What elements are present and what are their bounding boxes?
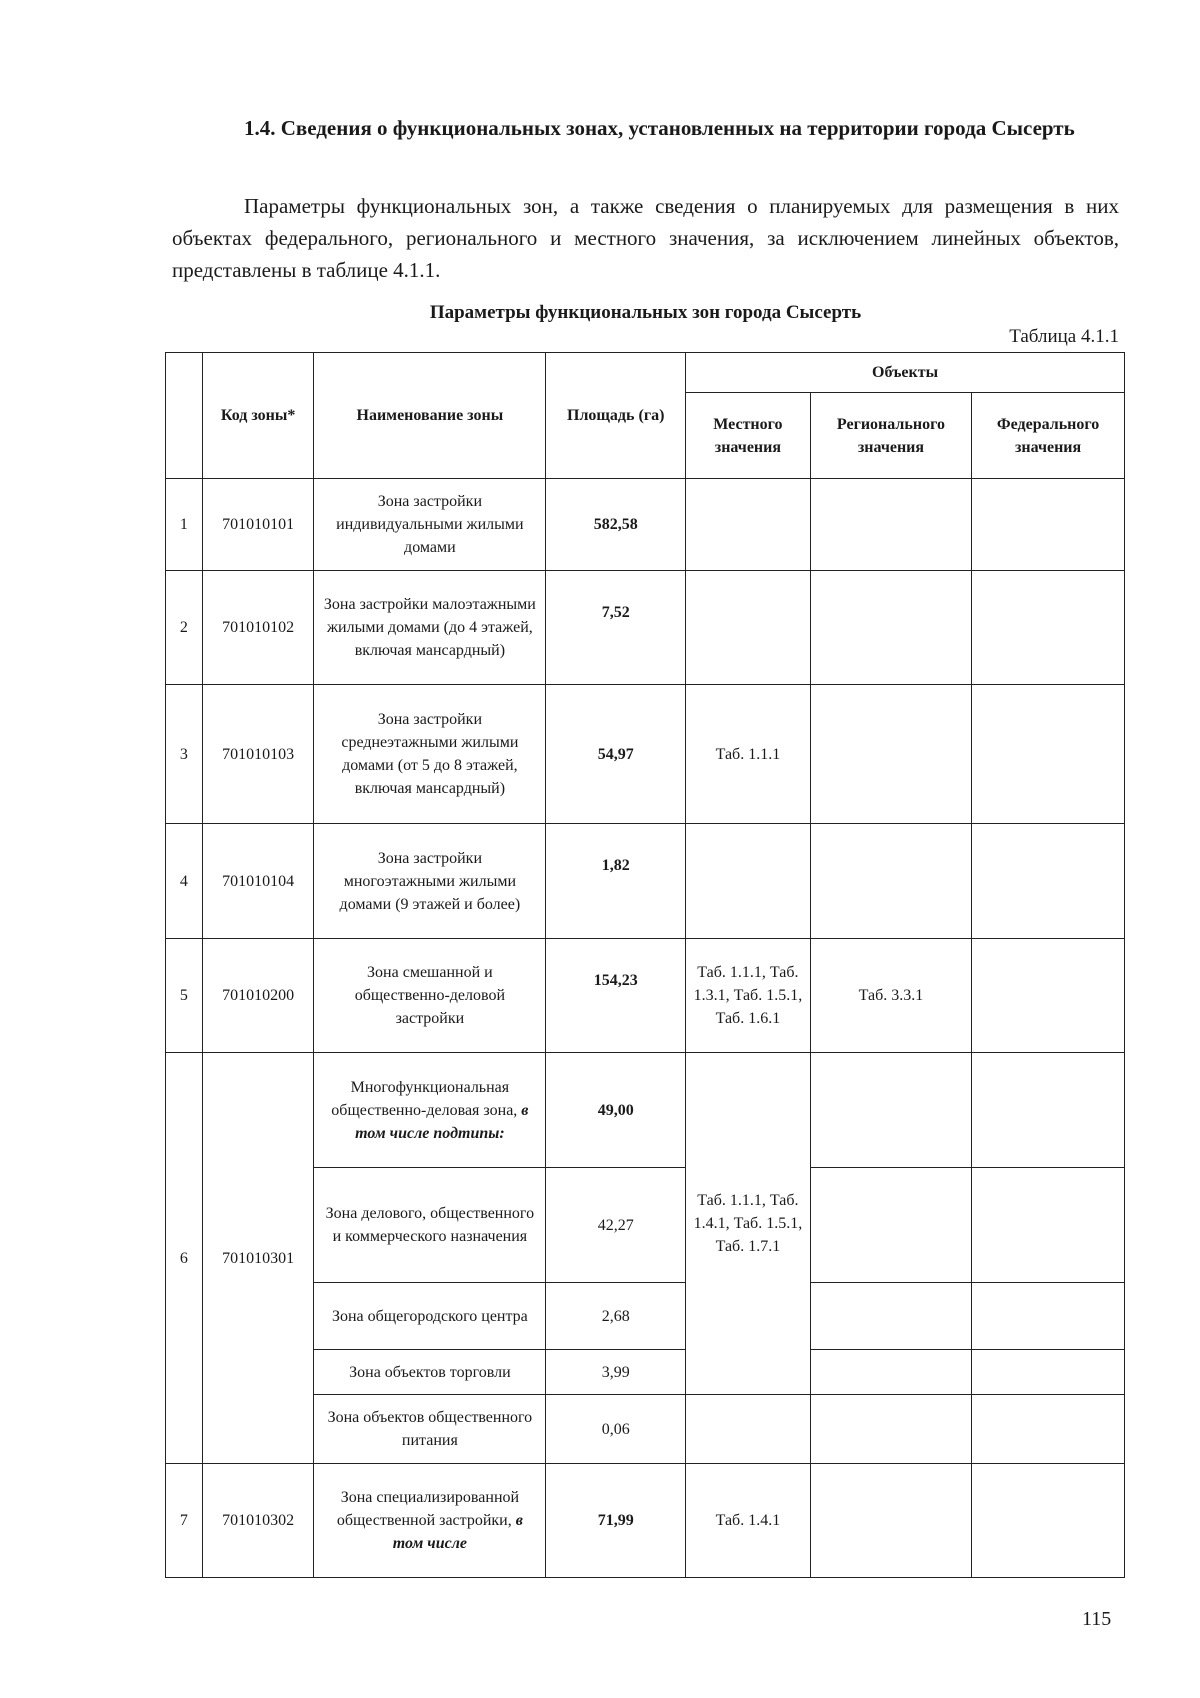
federal-objects (972, 685, 1125, 824)
federal-objects (972, 1283, 1125, 1350)
header-regional: Регионального значения (810, 393, 971, 479)
local-objects: Таб. 1.1.1, Таб. 1.4.1, Таб. 1.5.1, Таб. 1.7.1 (686, 1053, 811, 1395)
federal-objects (972, 1464, 1125, 1578)
zone-code: 701010301 (202, 1053, 314, 1464)
federal-objects (972, 939, 1125, 1053)
row-number: 3 (166, 685, 203, 824)
subtype-area: 2,68 (546, 1283, 686, 1350)
zone-name-text: Многофункциональная общественно-деловая зона, (331, 1078, 522, 1119)
federal-objects (972, 1053, 1125, 1168)
regional-objects (810, 1053, 971, 1168)
zone-area: 582,58 (546, 479, 686, 571)
subtype-name: Зона общегородского центра (314, 1283, 546, 1350)
zone-name: Зона смешанной и общественно-деловой застройки (314, 939, 546, 1053)
table-number-label: Таблица 4.1.1 (1009, 326, 1119, 347)
table-row (166, 685, 1125, 824)
federal-objects (972, 479, 1125, 571)
zone-name-text: Зона специализированной общественной застройки, (336, 1489, 520, 1529)
row-number: 4 (166, 824, 203, 939)
federal-objects (972, 1395, 1125, 1464)
header-local: Местного значения (686, 393, 811, 479)
header-name: Наименование зоны (314, 353, 546, 479)
federal-objects (972, 824, 1125, 939)
subtype-area: 0,06 (546, 1395, 686, 1464)
local-objects: Таб. 1.1.1, Таб. 1.3.1, Таб. 1.5.1, Таб. 1.6.1 (686, 939, 811, 1053)
regional-objects (810, 1464, 971, 1578)
table-title: Параметры функциональных зон города Сысерть (429, 302, 862, 323)
regional-objects (810, 1350, 971, 1395)
zone-name-emphasis: в том числе подтипы: (355, 1101, 529, 1142)
table-row (166, 479, 1125, 571)
regional-objects: Таб. 3.3.1 (810, 939, 971, 1053)
table-row (166, 1053, 1125, 1168)
zone-code: 701010103 (202, 685, 314, 824)
section-heading: 1.4. Сведения о функциональных зонах, установленных на территории города Сысерть (244, 116, 1075, 140)
zone-area: 7,52 (546, 571, 686, 685)
header-federal: Федерального значения (972, 393, 1125, 479)
regional-objects (810, 1395, 971, 1464)
regional-objects (810, 1168, 971, 1283)
zone-name-emphasis: в том числе (392, 1512, 523, 1552)
table-row (166, 939, 1125, 1053)
regional-objects (810, 1283, 971, 1350)
subtype-name: Зона объектов торговли (314, 1350, 546, 1395)
regional-objects (810, 685, 971, 824)
federal-objects (972, 571, 1125, 685)
zone-area: 1,82 (546, 824, 686, 939)
federal-objects (972, 1350, 1125, 1395)
regional-objects (810, 479, 971, 571)
zone-area: 154,23 (546, 939, 686, 1053)
zone-name (314, 1464, 546, 1578)
header-code: Код зоны* (202, 353, 314, 479)
row-number: 5 (166, 939, 203, 1053)
header-objects: Объекты (686, 353, 1125, 393)
subtype-name: Зона объектов общественного питания (314, 1395, 546, 1464)
federal-objects (972, 1168, 1125, 1283)
local-objects (686, 571, 811, 685)
regional-objects (810, 571, 971, 685)
zone-area: 71,99 (546, 1464, 686, 1578)
local-objects (686, 824, 811, 939)
regional-objects (810, 824, 971, 939)
zone-area: 54,97 (546, 685, 686, 824)
local-objects: Таб. 1.4.1 (686, 1464, 811, 1578)
header-area: Площадь (га) (546, 353, 686, 479)
row-number: 6 (166, 1053, 203, 1464)
zone-name: Зона застройки многоэтажными жилыми домами (9 этажей и более) (314, 824, 546, 939)
row-number: 7 (166, 1464, 203, 1578)
local-objects (686, 479, 811, 571)
intro-paragraph: Параметры функциональных зон, а также сведения о планируемых для размещения в них объектах федерального, регионального и местного значения, за исключением линейных объектов, представлены в таблице 4.1.1. (172, 194, 1119, 282)
subtype-area: 3,99 (546, 1350, 686, 1395)
zone-name: Зона застройки малоэтажными жилыми домами (до 4 этажей, включая мансардный) (314, 571, 546, 685)
zone-code: 701010104 (202, 824, 314, 939)
zone-area: 49,00 (546, 1053, 686, 1168)
local-objects (686, 1395, 811, 1464)
table-row (166, 1464, 1125, 1578)
zone-name (314, 1053, 546, 1168)
row-number: 1 (166, 479, 203, 571)
zones-table (165, 352, 1125, 1578)
subtype-name: Зона делового, общественного и коммерческого назначения (314, 1168, 546, 1283)
table-row (166, 824, 1125, 939)
zone-name: Зона застройки среднеэтажными жилыми домами (от 5 до 8 этажей, включая мансардный) (314, 685, 546, 824)
local-objects: Таб. 1.1.1 (686, 685, 811, 824)
zone-code: 701010200 (202, 939, 314, 1053)
table-row (166, 571, 1125, 685)
zone-code: 701010302 (202, 1464, 314, 1578)
zone-code: 701010102 (202, 571, 314, 685)
zone-name: Зона застройки индивидуальными жилыми домами (314, 479, 546, 571)
subtype-area: 42,27 (546, 1168, 686, 1283)
row-number: 2 (166, 571, 203, 685)
page-number: 115 (1082, 1608, 1112, 1630)
header-number (166, 353, 203, 479)
zone-code: 701010101 (202, 479, 314, 571)
